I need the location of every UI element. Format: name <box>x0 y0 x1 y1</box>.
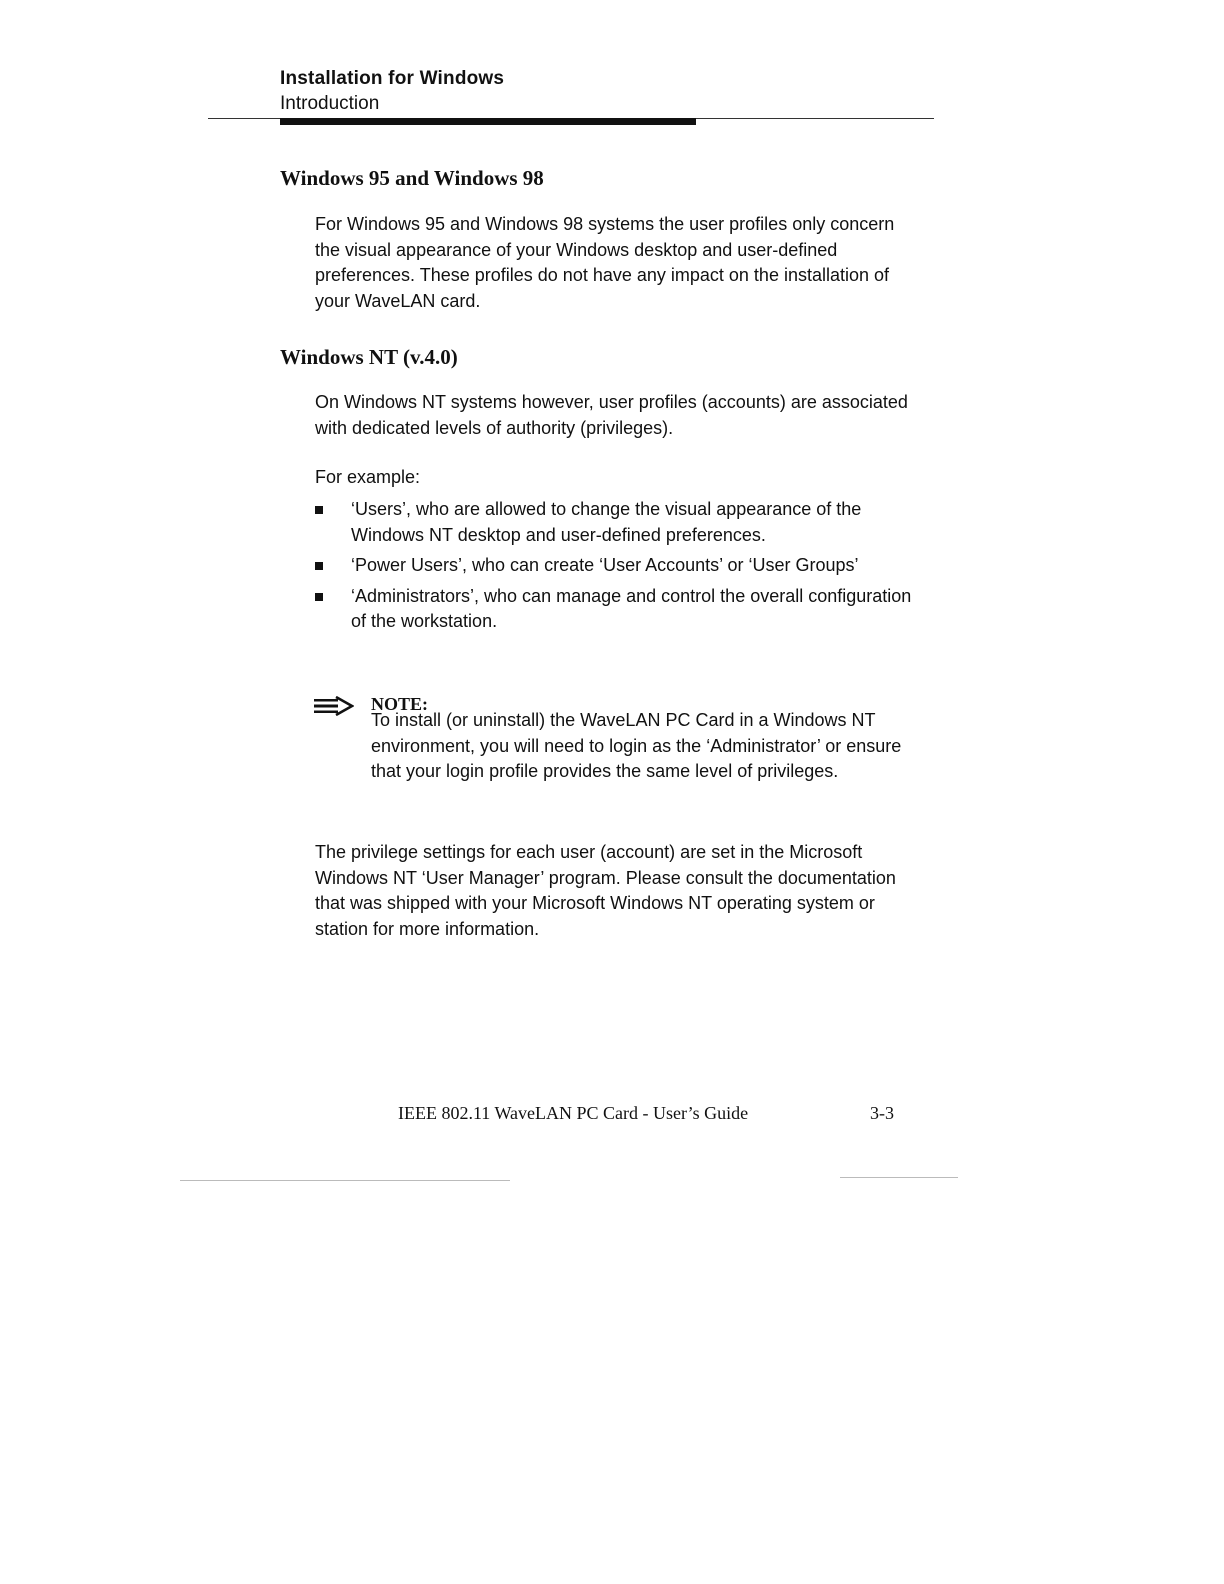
note-label: NOTE: <box>371 694 429 714</box>
list-item-text: ‘Administrators’, who can manage and control the overall configuration of the workstation. <box>351 585 912 631</box>
arrow-right-icon <box>314 696 354 716</box>
note-text: To install (or uninstall) the WaveLAN PC Card in a Windows NT environment, you will need to login as the ‘Administrator’ or ensure that your login profile provides the same level of privileges. <box>371 710 902 781</box>
square-bullet-icon <box>315 562 323 570</box>
paragraph-windows-95-98: For Windows 95 and Windows 98 systems the user profiles only concern the visual appearance of your Windows desktop and user-defined preferences. These profiles do not have any impact on the installation of your WaveLAN card. <box>315 214 895 311</box>
footer-title: IEEE 802.11 WaveLAN PC Card - User’s Guide <box>398 1103 749 1123</box>
example-intro: For example: <box>315 467 421 487</box>
paragraph-windows-nt: On Windows NT systems however, user profiles (accounts) are associated with dedicated levels of authority (privileges). <box>315 392 908 438</box>
paragraph-closing: The privilege settings for each user (account) are set in the Microsoft Windows NT ‘User Manager’ program. Please consult the documentation that was shipped with your Microsoft Windows NT operating system or station for more information. <box>315 842 896 939</box>
chapter-title: Installation for Windows <box>280 68 505 89</box>
scan-artifact-line <box>840 1177 958 1178</box>
list-item-text: ‘Users’, who are allowed to change the visual appearance of the Windows NT desktop and user-defined preferences. <box>351 499 862 545</box>
list-item <box>315 497 915 548</box>
list-item <box>315 553 915 579</box>
heading-windows-nt: Windows NT (v.4.0) <box>280 345 458 369</box>
list-item <box>315 584 915 635</box>
page-number: 3-3 <box>870 1103 894 1123</box>
list-item-text: ‘Power Users’, who can create ‘User Accounts’ or ‘User Groups’ <box>351 555 859 575</box>
square-bullet-icon <box>315 506 323 514</box>
header-rule-bar <box>280 118 696 125</box>
heading-windows-95-98: Windows 95 and Windows 98 <box>280 166 544 190</box>
section-subtitle: Introduction <box>280 93 380 114</box>
privilege-list <box>315 497 915 640</box>
scan-artifact-line <box>180 1180 510 1181</box>
square-bullet-icon <box>315 593 323 601</box>
